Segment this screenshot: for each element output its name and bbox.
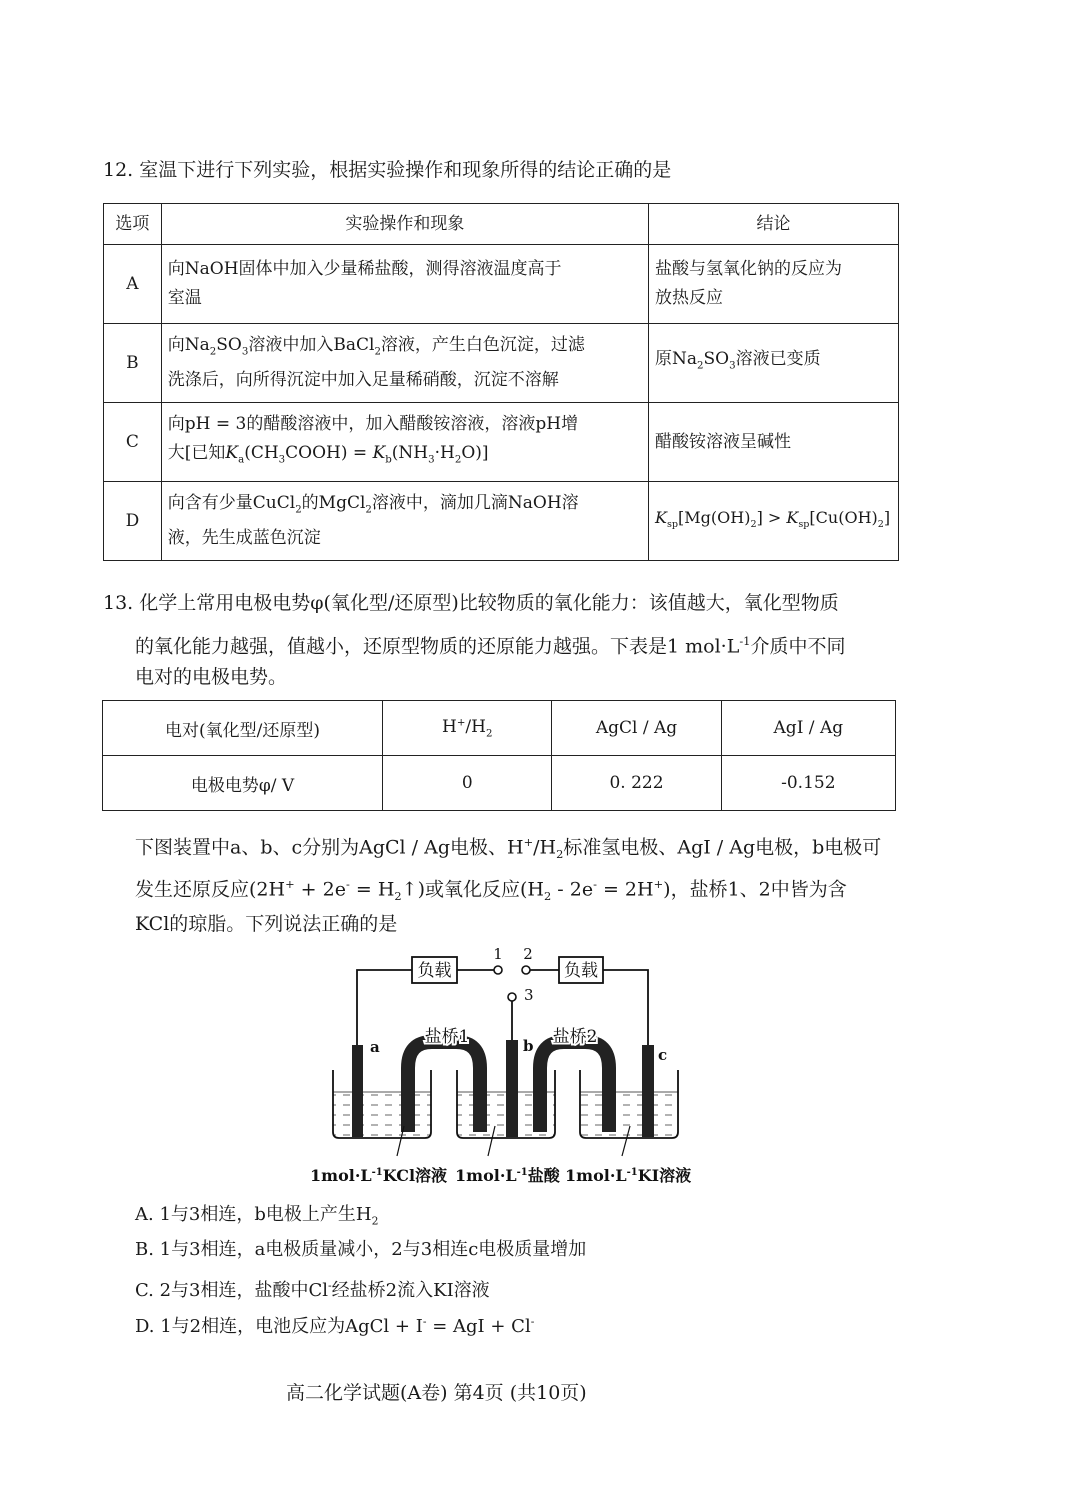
operation-cell — [161, 245, 648, 324]
conclusion-cell: 醋酸铵溶液呈碱性 — [649, 403, 899, 482]
switch-label-3: 3 — [524, 986, 534, 1004]
electrode-a — [352, 1045, 363, 1137]
value-h-couple: 0 — [383, 756, 552, 811]
solution-label-hcl: $1mol\cdot L^{-1}$盐酸 — [455, 1166, 560, 1185]
operation-line: 向$Na_2SO_3$溶液中加入BaCl$_2$溶液，产生白色沉淀，过滤 — [167, 334, 585, 358]
header-couple: 电对(氧化型/还原型) — [103, 701, 383, 756]
table-row-d — [104, 482, 899, 561]
value-agi-couple: -0.152 — [721, 756, 895, 811]
option-c: C. 2与3相连，盐酸中Cl-经盐桥2流入KI溶液 — [135, 1279, 490, 1301]
page-footer: 高二化学试题(A卷) 第4页 (共10页) — [286, 1382, 587, 1404]
header-option: 选项 — [104, 204, 162, 245]
option-label: A — [104, 245, 162, 324]
electrode-c — [642, 1045, 654, 1137]
q12-stem: 12. 室温下进行下列实验，根据实验操作和现象所得的结论正确的是 — [103, 159, 672, 181]
load-label-right: 负载 — [564, 961, 598, 981]
table-row-c — [104, 403, 899, 482]
value-agcl-couple: 0. 222 — [552, 756, 721, 811]
option-a: A. 1与3相连，b电极上产生$H_2$ — [135, 1204, 379, 1228]
switch-label-1: 1 — [493, 945, 503, 963]
option-b: B. 1与3相连，a电极质量减小，2与3相连c电极质量增加 — [135, 1239, 587, 1260]
conclusion-cell: $K_{sp}[Mg(OH)_2] > K_{sp}[Cu(OH)_2]$ — [649, 482, 899, 561]
option-label: D — [104, 482, 162, 561]
switch-terminal-2 — [522, 966, 530, 974]
conclusion-line: 盐酸与氢氧化钠的反应为 — [655, 259, 842, 279]
q13-stem-line-2: 的氧化能力越强，值越小，还原型物质的还原能力越强。下表是1 $mol\cdot L^{-1}$介质中不同 — [135, 634, 846, 658]
switch-label-2: 2 — [523, 945, 533, 963]
operation-line: 向NaOH固体中加入少量稀盐酸，测得溶液温度高于 — [167, 259, 562, 279]
operation-cell — [161, 482, 648, 561]
q13-desc-line-1: 下图装置中a、b、c分别为AgCl / Ag电极、$H^+/H_2$标准氢电极、AgI / Ag电极，b电极可 — [135, 835, 882, 862]
operation-cell — [161, 403, 648, 482]
option-d: D. 1与2相连，电池反应为AgCl + I- = AgI + Cl- — [135, 1315, 535, 1337]
conclusion-line: 放热反应 — [655, 288, 723, 308]
operation-line: 向pH = 3的醋酸溶液中，加入醋酸铵溶液，溶液pH增 — [167, 413, 579, 434]
option-label: B — [104, 324, 162, 403]
conclusion-cell — [649, 245, 899, 324]
solution-label-ki: $1mol\cdot L^{-1}KI$溶液 — [565, 1166, 692, 1185]
header-operation: 实验操作和现象 — [161, 204, 648, 245]
option-label: C — [104, 403, 162, 482]
table-header-row — [104, 204, 899, 245]
q13-desc-line-2: 发生还原反应$(2H^+ + 2e^- = H_2↑)$或氧化反应$(H_2 - 2e^- = 2H^+)$，盐桥1、2中皆为含 — [135, 877, 847, 904]
operation-line: 室温 — [167, 288, 202, 308]
header-agcl-couple: AgCl / Ag — [552, 701, 721, 756]
q13-desc-line-3: KCl的琼脂。下列说法正确的是 — [135, 913, 398, 935]
q13-stem-line-1: 13. 化学上常用电极电势φ(氧化型/还原型)比较物质的氧化能力：该值越大，氧化型物质 — [103, 592, 839, 614]
solution-label-kcl: $1mol\cdot L^{-1}KCl$溶液 — [310, 1166, 448, 1185]
table-row-b — [104, 324, 899, 403]
operation-cell — [161, 324, 648, 403]
table-row — [103, 756, 896, 811]
header-agi-couple: AgI / Ag — [721, 701, 895, 756]
header-h-couple: $H^+/H_2$ — [383, 701, 552, 756]
electrode-c-label: c — [658, 1046, 668, 1064]
q12-table — [103, 203, 899, 561]
electrochemical-apparatus-diagram — [300, 940, 720, 1190]
q13-stem-line-3: 电对的电极电势。 — [135, 666, 288, 688]
electrode-b — [506, 1040, 518, 1137]
conclusion-cell: 原$Na_2SO_3$溶液已变质 — [649, 324, 899, 403]
operation-line: 洗涤后，向所得沉淀中加入足量稀硝酸，沉淀不溶解 — [167, 370, 559, 391]
salt-bridge-1-label: 盐桥1 — [424, 1027, 470, 1047]
switch-terminal-1 — [494, 966, 502, 974]
kcl-solution — [333, 1092, 431, 1136]
switch-terminal-3 — [508, 993, 516, 1001]
operation-line: 液，先生成蓝色沉淀 — [167, 528, 321, 549]
header-conclusion: 结论 — [649, 204, 899, 245]
load-label-left: 负载 — [417, 961, 452, 981]
table-row-a — [104, 245, 899, 324]
operation-line: 向含有少量CuCl$_2$的MgCl$_2$溶液中，滴加几滴NaOH溶 — [167, 492, 579, 516]
electrode-a-label: a — [370, 1038, 380, 1056]
row-label-potential: 电极电势φ/ V — [103, 756, 383, 811]
electrode-b-label: b — [523, 1037, 534, 1055]
salt-bridge-2-label: 盐桥2 — [552, 1027, 598, 1047]
table-header-row — [103, 701, 896, 756]
operation-line: 大[已知$K_a(CH_3COOH) = K_b(NH_3\cdot H_2O)$] — [167, 442, 489, 466]
q13-potential-table — [102, 700, 896, 811]
